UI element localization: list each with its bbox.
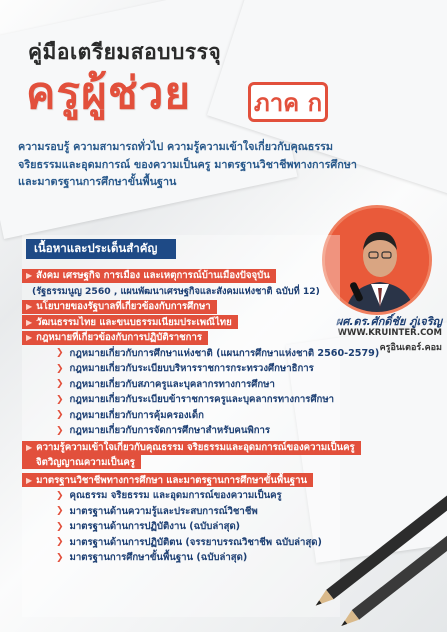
sub-item-label: กฎหมายเกี่ยวกับระเบียบข้าราชการครูและบุคลากรทางการศึกษา [69, 394, 335, 406]
item-label: มาตรฐานวิชาชีพทางการศึกษา และมาตรฐานการศึกษาขั้นพื้นฐาน [36, 474, 308, 486]
highlight-label [22, 300, 217, 314]
sub-item-label: กฎหมายเกี่ยวกับการจัดการศึกษาสำหรับคนพิการ [69, 425, 271, 437]
intro-text [18, 138, 430, 191]
item-label: สังคม เศรษฐกิจ การเมือง และเหตุการณ์บ้านเมืองปัจจุบัน [36, 270, 270, 282]
chevron-right-icon: ❯ [56, 506, 64, 517]
sub-item [22, 423, 442, 439]
sub-item-label: คุณธรรม จริยธรรม และอุดมการณ์ของความเป็นครู [69, 490, 282, 502]
list-item [22, 268, 442, 284]
item-note: (รัฐธรรมนูญ 2560 , แผนพัฒนาเศรษฐกิจและสังคมแห่งชาติ ฉบับที่ 12) [32, 285, 320, 297]
list-item [22, 315, 442, 331]
contents-heading: เนื้อหาและประเด็นสำคัญ [26, 239, 176, 259]
list-item [22, 441, 442, 455]
sub-item [22, 392, 442, 408]
highlight-label: จิตวิญญาณความเป็นครู [22, 455, 141, 469]
intro-line: จริยธรรมและอุดมการณ์ ของความเป็นครู มาตรฐานวิชาชีพทางการศึกษา [18, 157, 357, 171]
sub-item-label: กฎหมายเกี่ยวกับสภาครูและบุคลากรทางการศึกษา [69, 378, 275, 390]
chevron-right-icon: ❯ [56, 537, 64, 548]
sub-item [22, 377, 442, 393]
sub-item [22, 346, 442, 362]
highlight-label [22, 331, 208, 345]
list-item [22, 330, 442, 346]
list-item [22, 299, 442, 315]
bullet-icon: ▶ [26, 302, 33, 312]
item-label: นโยบายของรัฐบาลที่เกี่ยวข้องกับการศึกษา [36, 301, 211, 313]
author-website: WWW.KRUINTER.COM [337, 328, 442, 338]
sub-item-label: มาตรฐานด้านความรู้และประสบการณ์วิชาชีพ [69, 505, 258, 517]
list-item-note [22, 284, 442, 300]
item-label: กฎหมายที่เกี่ยวข้องกับการปฏิบัติราชการ [36, 332, 202, 344]
highlight-label [22, 315, 238, 329]
chevron-right-icon: ❯ [56, 552, 64, 563]
bullet-icon: ▶ [26, 271, 33, 281]
highlight-label [22, 441, 361, 455]
sub-item-label: มาตรฐานด้านการปฏิบัติงาน (ฉบับล่าสุด) [69, 521, 241, 533]
chevron-right-icon: ❯ [56, 379, 64, 390]
pencils-illustration [300, 470, 447, 632]
sub-item-label: กฎหมายเกี่ยวกับการศึกษาแห่งชาติ (แผนการศึกษาแห่งชาติ 2560-2579) [69, 347, 380, 359]
chevron-right-icon: ❯ [56, 521, 64, 532]
item-label: วัฒนธรรมไทย และขนบธรรมเนียมประเพณีไทย [36, 316, 232, 328]
bullet-icon: ▶ [26, 317, 33, 327]
bullet-icon: ▶ [26, 333, 33, 343]
chevron-right-icon: ❯ [56, 425, 64, 436]
chevron-right-icon: ❯ [56, 394, 64, 405]
book-title: คู่มือเตรียมสอบบรรจุ [28, 40, 222, 64]
sub-item [22, 361, 442, 377]
intro-line: และมาตรฐานการศึกษาขั้นพื้นฐาน [18, 175, 177, 188]
highlight-label [22, 269, 276, 283]
sub-item-label: มาตรฐานการศึกษาขั้นพื้นฐาน (ฉบับล่าสุด) [69, 552, 248, 564]
item-label: ความรู้ความเข้าใจเกี่ยวกับคุณธรรม จริยธรรมและอุดมการณ์ของความเป็นครู [36, 442, 355, 453]
chevron-right-icon: ❯ [56, 410, 64, 421]
chevron-right-icon: ❯ [56, 363, 64, 374]
sub-item [22, 408, 442, 424]
sub-item-label: มาตรฐานด้านการปฏิบัติตน (จรรยาบรรณวิชาชีพ ฉบับล่าสุด) [69, 536, 322, 548]
sub-item-label: กฎหมายเกี่ยวกับการคุ้มครองเด็ก [69, 409, 204, 421]
highlight-label [22, 473, 313, 487]
bullet-icon: ▶ [26, 443, 33, 452]
chevron-right-icon: ❯ [56, 348, 64, 359]
intro-line: ความรอบรู้ ความสามารถทั่วไป ความรู้ความเข้าใจเกี่ยวกับคุณธรรม [18, 140, 334, 153]
sub-item-label: กฎหมายเกี่ยวกับระเบียบบริหารราชการกระทรวงศึกษาธิการ [69, 363, 314, 375]
main-title: ครูผู้ช่วย [26, 68, 192, 119]
part-badge: ภาค ก [248, 82, 328, 122]
author-site-thai: ครูอินเตอร์.คอม [379, 343, 442, 353]
list-item-continued [22, 455, 442, 470]
bullet-icon: ▶ [26, 475, 33, 485]
chevron-right-icon: ❯ [56, 490, 64, 501]
author-name: ผศ.ดร.ศักดิ์ชัย ภู่เจริญ [335, 315, 442, 328]
